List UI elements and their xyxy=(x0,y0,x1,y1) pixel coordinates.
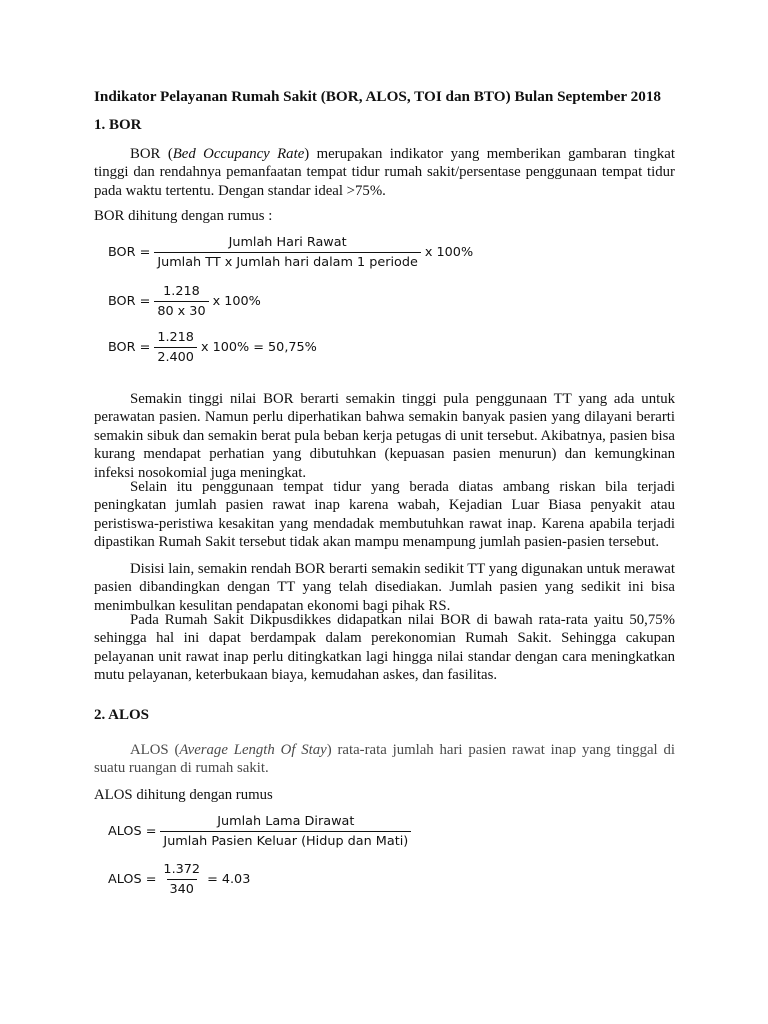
bor-formula-result-denominator: 2.400 xyxy=(154,347,197,365)
bor-formula-substituted-numerator: 1.218 xyxy=(163,284,200,299)
bor-paragraph-4: Pada Rumah Sakit Dikpusdikkes didapatkan nilai BOR di bawah rata-rata yaitu 50,75% sehingga hal ini dapat berdampak dalam perekonomian Rumah Sakit. Sehingga cakupan pelayanan unit rawat inap perlu ditingkatkan lagi hingga nilai standar dengan cara meningkatkan mutu pelayanan, keterbukaan biaya, kemudahan askes, dan fasilitas. xyxy=(94,612,675,684)
bor-intro-post: ) merupakan indikator yang memberikan gambaran tingkat tinggi dan rendahnya pemanfaatan tempat tidur rumah sakit/persentase penggunaan tempat tidur pada waktu tertentu. Dengan standar ideal >75%. xyxy=(94,146,675,199)
alos-intro-paragraph xyxy=(94,741,675,778)
bor-paragraph-3: Disisi lain, semakin rendah BOR berarti semakin sedikit TT yang digunakan untuk merawat pasien dibandingkan dengan TT yang telah disediakan. Jumlah pasien yang sedikit ini bisa menimbulkan kesulitan pendapatan ekonomi bagi pihak RS. xyxy=(94,561,675,614)
bor-intro-paragraph xyxy=(94,145,675,200)
bor-paragraph-2: Selain itu penggunaan tempat tidur yang berada diatas ambang riskan bila terjadi peningkatan jumlah pasien rawat inap karena wabah, Kejadian Luar Biasa penyakit atau peristiswa-peristiwa kesakitan yang mendadak membutuhkan rawat inap. Karena apabila terjadi dipastikan Rumah Sakit tersebut tidak akan mampu menampung jumlah pasien-pasien tersebut. xyxy=(94,479,675,551)
bor-formula-general xyxy=(108,235,473,270)
bor-formula-substituted-denominator: 80 x 30 xyxy=(154,301,208,319)
bor-formula-result-lhs: BOR = xyxy=(108,340,151,355)
bor-intro-pre: BOR ( xyxy=(130,146,173,162)
alos-formula-result-fraction xyxy=(160,862,203,897)
alos-formula-general-numerator: Jumlah Lama Dirawat xyxy=(217,814,355,829)
bor-formula-result-rhs: x 100% = 50,75% xyxy=(200,340,317,355)
alos-intro-pre: ALOS ( xyxy=(130,742,180,758)
bor-formula-result-numerator: 1.218 xyxy=(157,330,194,345)
alos-formula-result-lhs: ALOS = xyxy=(108,872,157,887)
alos-formula-result-numerator: 1.372 xyxy=(163,862,201,877)
alos-formula-general-fraction xyxy=(160,814,411,849)
bor-formula-result xyxy=(108,330,317,365)
bor-formula-general-lhs: BOR = xyxy=(108,245,151,260)
alos-formula-result-denominator: 340 xyxy=(167,879,197,897)
bor-intro-italic: Bed Occupancy Rate xyxy=(172,146,305,162)
alos-formula-general-lhs: ALOS = xyxy=(108,824,157,839)
bor-formula-general-denominator: Jumlah TT x Jumlah hari dalam 1 periode xyxy=(154,252,421,270)
alos-intro-italic: Average Length Of Stay xyxy=(179,742,327,758)
bor-formula-intro: BOR dihitung dengan rumus : xyxy=(94,208,273,224)
alos-formula-result xyxy=(108,862,250,897)
alos-heading: 2. ALOS xyxy=(94,707,150,723)
alos-intro-post: ) rata-rata jumlah hari pasien rawat inap yang tinggal di suatu ruangan di rumah sakit. xyxy=(94,742,675,777)
bor-formula-result-fraction xyxy=(154,330,197,365)
bor-heading: 1. BOR xyxy=(94,117,142,133)
bor-paragraph-1: Semakin tinggi nilai BOR berarti semakin tinggi pula penggunaan TT yang ada untuk perawatan pasien. Namun perlu diperhatikan bahwa semakin banyak pasien yang dilayani berarti semakin sibuk dan semakin berat pula beban kerja petugas di unit tersebut. Akibatnya, pasien bisa kurang mendapat perhatian yang dibutuhkan (kepuasan pasien menurun) dan kemungkinan infeksi nosokomial juga meningkat. xyxy=(94,391,675,481)
alos-formula-intro: ALOS dihitung dengan rumus xyxy=(94,787,273,803)
bor-formula-substituted-rhs: x 100% xyxy=(212,294,261,309)
alos-formula-general-denominator: Jumlah Pasien Keluar (Hidup dan Mati) xyxy=(160,831,411,849)
bor-formula-general-fraction xyxy=(154,235,421,270)
bor-formula-general-numerator: Jumlah Hari Rawat xyxy=(228,235,347,250)
bor-formula-general-rhs: x 100% xyxy=(424,245,474,260)
document-title: Indikator Pelayanan Rumah Sakit (BOR, ALOS, TOI dan BTO) Bulan September 2018 xyxy=(94,88,662,105)
bor-formula-substituted xyxy=(108,284,261,319)
bor-formula-substituted-lhs: BOR = xyxy=(108,294,151,309)
alos-formula-result-rhs: = 4.03 xyxy=(207,872,251,887)
alos-formula-general xyxy=(108,814,415,849)
bor-formula-substituted-fraction xyxy=(154,284,208,319)
